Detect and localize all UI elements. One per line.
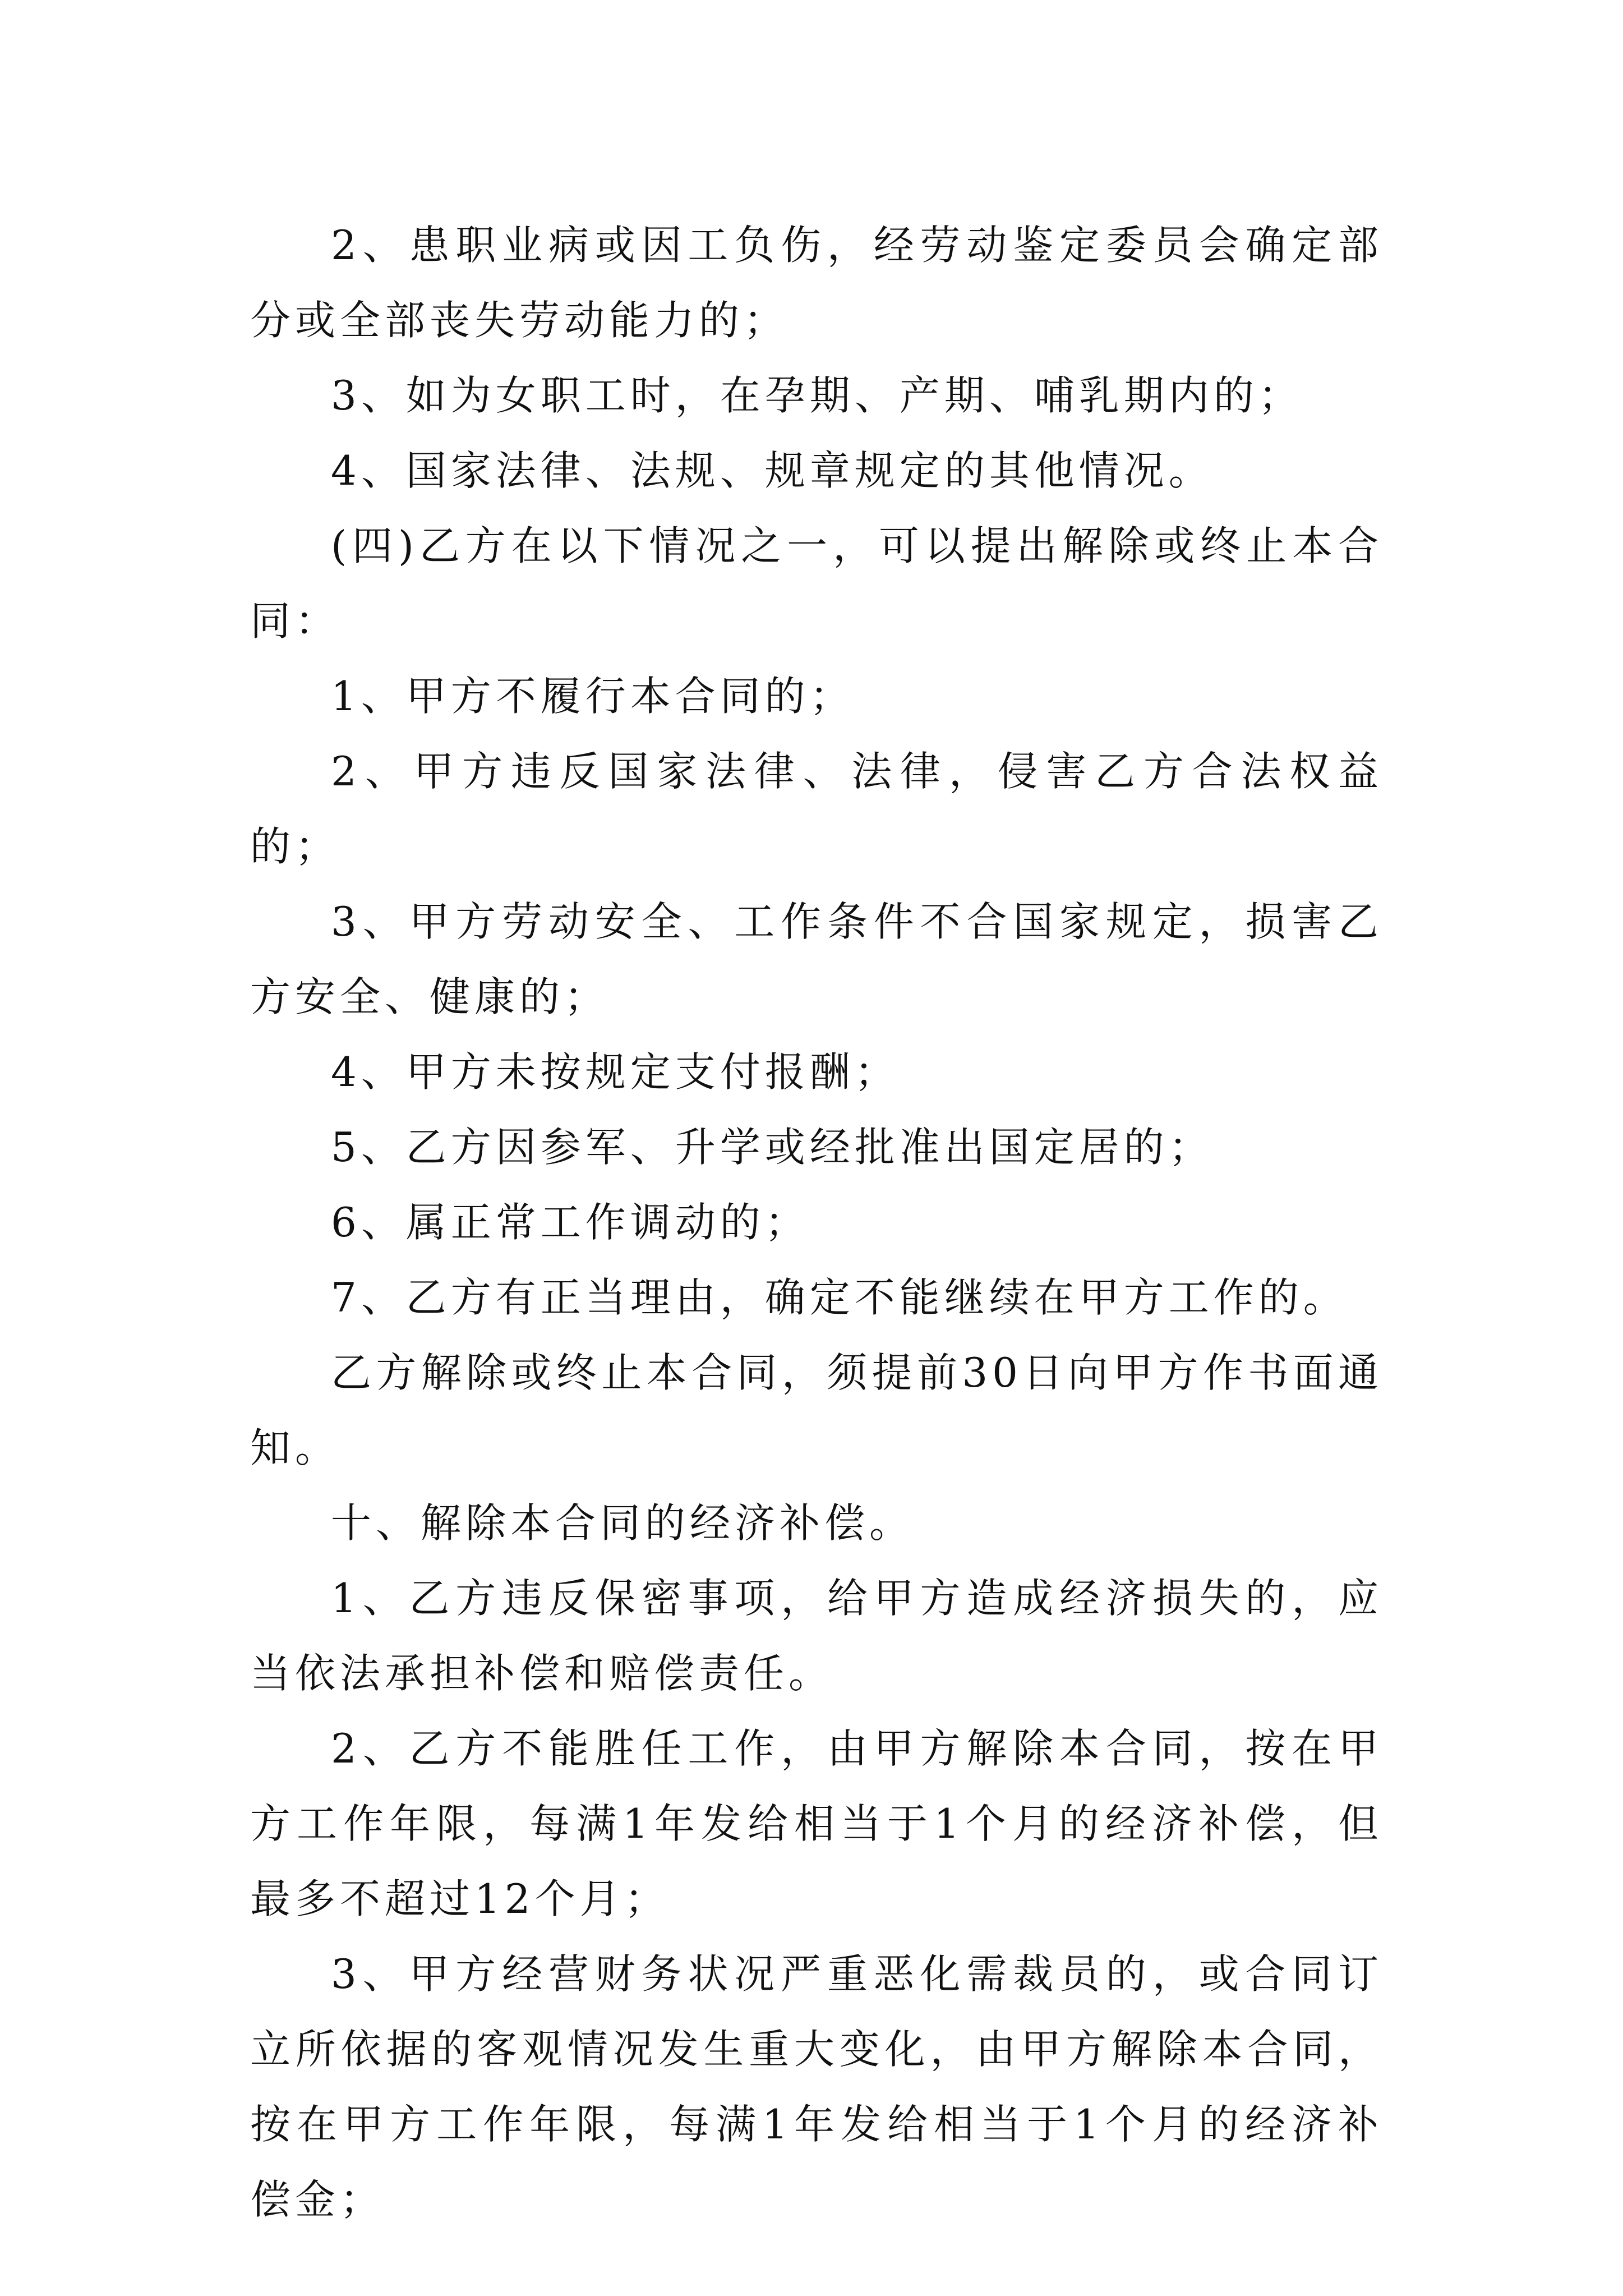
paragraph-item-1-contract-breach: 1、甲方不履行本合同的； bbox=[331, 673, 855, 720]
paragraph-item-2-law-violation: 2、甲方违反国家法律、法律，侵害乙方合法权益的； bbox=[250, 748, 1383, 870]
paragraph-section-10-heading: 十、解除本合同的经济补偿。 bbox=[331, 1499, 915, 1547]
paragraph-notice-period: 乙方解除或终止本合同，须提前30日向甲方作书面通知。 bbox=[250, 1349, 1383, 1471]
paragraph-item-4-unpaid-salary: 4、甲方未按规定支付报酬； bbox=[331, 1048, 900, 1096]
paragraph-section-4-heading: (四)乙方在以下情况之一，可以提出解除或终止本合同： bbox=[250, 522, 1383, 645]
paragraph-compensation-item-1: 1、乙方违反保密事项，给甲方造成经济损失的，应当依法承担补偿和赔偿责任。 bbox=[250, 1575, 1383, 1697]
paragraph-compensation-item-3: 3、甲方经营财务状况严重恶化需裁员的，或合同订立所依据的客观情况发生重大变化，由甲方解除本合同，按在甲方工作年限，每满1年发给相当于1个月的经济补偿金； bbox=[250, 1950, 1383, 2223]
paragraph-compensation-item-2: 2、乙方不能胜任工作，由甲方解除本合同，按在甲方工作年限，每满1年发给相当于1个月的经济补偿，但最多不超过12个月； bbox=[250, 1725, 1383, 1922]
paragraph-item-2-occupational-disease: 2、患职业病或因工负伤，经劳动鉴定委员会确定部分或全部丧失劳动能力的； bbox=[250, 222, 1383, 344]
paragraph-item-7-justified-reason: 7、乙方有正当理由，确定不能继续在甲方工作的。 bbox=[331, 1274, 1348, 1321]
paragraph-item-3-safety-conditions: 3、甲方劳动安全、工作条件不合国家规定，损害乙方安全、健康的； bbox=[250, 898, 1383, 1020]
document-body bbox=[250, 208, 1383, 2237]
paragraph-item-3-female-employee: 3、如为女职工时，在孕期、产期、哺乳期内的； bbox=[331, 372, 1303, 419]
paragraph-item-6-job-transfer: 6、属正常工作调动的； bbox=[331, 1199, 810, 1246]
paragraph-item-5-military-study-emigration: 5、乙方因参军、升学或经批准出国定居的； bbox=[331, 1124, 1214, 1171]
paragraph-item-4-other-situations: 4、国家法律、法规、规章规定的其他情况。 bbox=[331, 447, 1214, 494]
